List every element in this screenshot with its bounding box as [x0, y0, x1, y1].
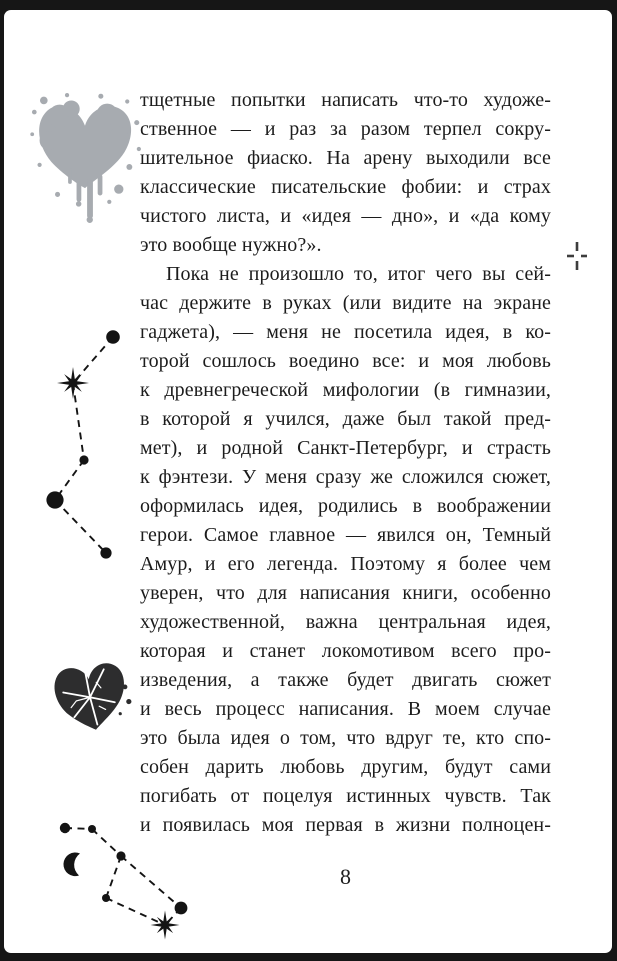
text-line: Амур, и его легенда. Поэтому я более чем — [140, 553, 551, 575]
text-line: классические писательские фобии: и страх — [140, 176, 551, 198]
text-line: ственное — и раз за разом терпел сокру- — [140, 118, 551, 140]
text-line: к фэнтези. У меня сразу же сложился сюжет, — [140, 466, 551, 488]
text-line: в которой я учился, даже был такой пред- — [140, 408, 551, 430]
text-line: это вообще нужно?». — [140, 234, 322, 256]
text-line: герои. Самое главное — явился он, Темный — [140, 524, 551, 546]
crescent-moon-icon — [63, 853, 80, 877]
text-line: мет), и родной Санкт-Петербург, и страсть — [140, 437, 551, 459]
text-line: шительное фиаско. На арену выходили все — [140, 147, 551, 169]
constellation-upper-decoration — [40, 323, 135, 573]
page-number: 8 — [340, 864, 351, 889]
text-line: гаджета), — меня не посетила идея, в ко- — [140, 321, 551, 343]
text-line: собен дарить любовь другим, будут сами — [140, 756, 551, 778]
text-line: это была идея о том, что вдруг те, кто спо- — [140, 727, 551, 749]
text-line: и весь процесс написания. В моем случае — [140, 698, 551, 720]
text-line: изведения, а также будет двигать сюжет — [140, 669, 551, 691]
text-line: к древнегреческой мифологии (в гимназии, — [140, 379, 551, 401]
crosshair-mark-icon — [566, 241, 588, 271]
cracked-heart-icon — [50, 653, 134, 741]
text-line: которая и станет локомотивом всего про- — [140, 640, 551, 662]
heart-splatter-icon — [26, 92, 144, 224]
text-line: уверен, что для написания книги, особенно — [140, 582, 551, 604]
text-line: оформилась идея, родились в воображении — [140, 495, 551, 517]
body-text — [140, 86, 551, 840]
text-line: чистого листа, и «идея — дно», и «да кому — [140, 205, 551, 227]
text-line: и появилась моя первая в жизни полноцен- — [140, 814, 551, 836]
text-line: Пока не произошло то, итог чего вы сей- — [166, 263, 551, 285]
text-line: погибать от поцелуя истинных чувств. Так — [140, 785, 551, 807]
text-line: час держите в руках (или видите на экране — [140, 292, 551, 314]
text-line: тщетные попытки написать что-то художе- — [140, 89, 551, 111]
text-line: торой сошлось воедино все: и моя любовь — [140, 350, 551, 372]
text-line: художественной, важна центральная идея, — [140, 611, 551, 633]
